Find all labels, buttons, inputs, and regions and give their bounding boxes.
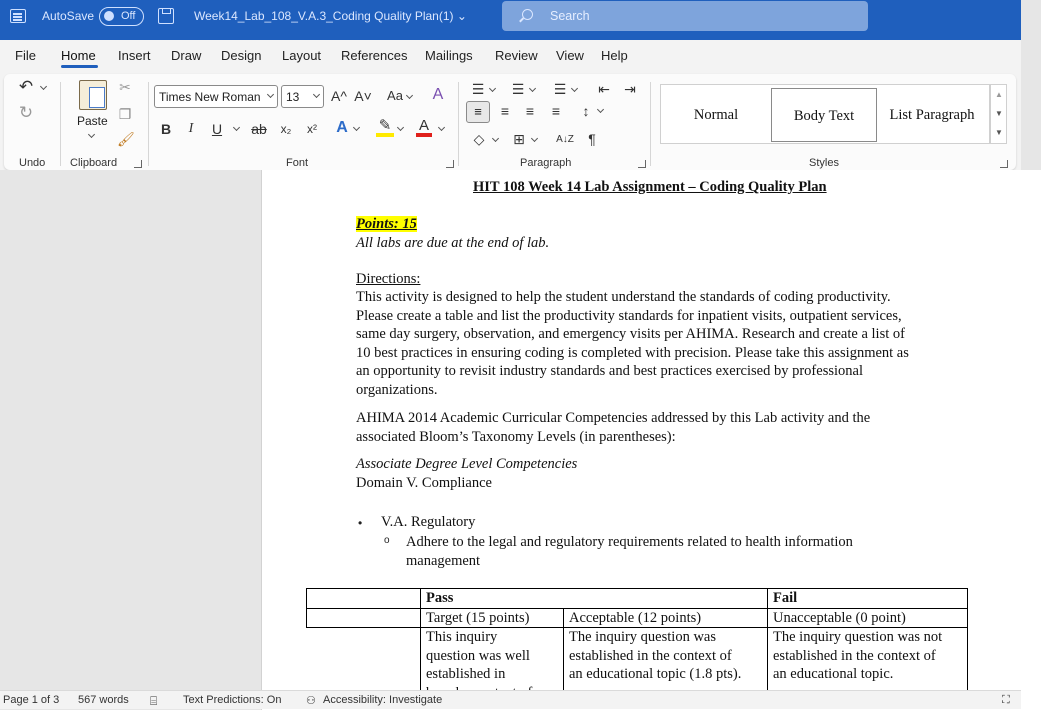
highlight-icon[interactable]: ✎ xyxy=(376,119,394,137)
paragraph-group-label: Paragraph xyxy=(520,157,572,169)
cell-line: The inquiry question was not xyxy=(773,629,943,645)
table-header-pass[interactable]: Pass xyxy=(421,589,768,609)
paste-icon[interactable] xyxy=(79,80,107,110)
tab-help[interactable]: Help xyxy=(601,48,628,63)
separator xyxy=(148,82,149,166)
cut-icon[interactable]: ✂ xyxy=(119,79,131,95)
cell-line: This inquiry xyxy=(426,629,498,645)
underline-button[interactable]: U xyxy=(211,121,223,137)
style-body-text[interactable]: Body Text xyxy=(771,88,877,142)
table-header-fail[interactable]: Fail xyxy=(768,589,968,609)
due-line: All labs are due at the end of lab. xyxy=(356,235,550,251)
directions-line: This activity is designed to help the student understand the standards of coding productivity. xyxy=(356,289,891,305)
line-spacing-dropdown-icon[interactable] xyxy=(597,106,604,113)
undo-icon[interactable]: ↶ xyxy=(18,77,34,96)
sub-bullet-line: management xyxy=(406,552,481,569)
table-header-acceptable[interactable]: Acceptable (12 points) xyxy=(564,608,768,628)
page-count[interactable]: Page 1 of 3 xyxy=(3,694,60,706)
search-box[interactable] xyxy=(502,1,868,31)
table-header-unacceptable[interactable]: Unacceptable (0 point) xyxy=(768,608,968,628)
underline-dropdown-icon[interactable] xyxy=(233,124,240,131)
bullet-item: V.A. Regulatory xyxy=(381,514,476,530)
tab-review[interactable]: Review xyxy=(495,48,538,63)
table-header-target[interactable]: Target (15 points) xyxy=(421,608,564,628)
borders-dropdown-icon[interactable] xyxy=(531,135,538,142)
cell-line: question was well xyxy=(426,647,530,664)
clipboard-group-label: Clipboard xyxy=(70,157,118,169)
status-bar xyxy=(0,690,1021,709)
styles-gallery xyxy=(660,84,990,144)
superscript-icon[interactable]: x² xyxy=(307,122,317,136)
italic-button[interactable]: I xyxy=(188,121,194,136)
directions-text xyxy=(356,288,909,399)
directions-line: an opportunity to revisit industry standards and best practices exercised by professional xyxy=(356,363,863,379)
separator xyxy=(60,82,61,166)
grow-font-icon[interactable]: A^ xyxy=(331,88,347,104)
shrink-font-icon[interactable]: A˅ xyxy=(354,88,372,104)
paste-label[interactable]: Paste xyxy=(77,114,108,128)
pilcrow-icon[interactable]: ¶ xyxy=(588,131,596,147)
align-right-icon[interactable]: ≡ xyxy=(525,103,535,119)
separator xyxy=(458,82,459,166)
styles-group-label: Styles xyxy=(809,157,839,169)
clipboard-launcher-icon[interactable] xyxy=(134,160,142,168)
cell-line: an educational topic (1.8 pts). xyxy=(569,666,742,682)
autosave-state: Off xyxy=(121,10,136,22)
cell-line: established in the context of xyxy=(773,647,936,664)
tab-view[interactable]: View xyxy=(556,48,584,63)
decrease-indent-icon[interactable]: ⇤ xyxy=(598,81,610,97)
cell-line: established in xyxy=(426,666,506,682)
shading-icon[interactable]: ◇ xyxy=(473,131,485,147)
redo-icon[interactable]: ↻ xyxy=(18,103,34,122)
ahima-line: associated Bloom’s Taxonomy Levels (in parentheses): xyxy=(356,428,676,445)
increase-indent-icon[interactable]: ⇥ xyxy=(624,81,636,97)
tab-mailings[interactable]: Mailings xyxy=(425,48,473,63)
tab-references[interactable]: References xyxy=(341,48,408,63)
justify-icon[interactable]: ≡ xyxy=(551,103,561,119)
word-app-icon xyxy=(10,9,26,23)
tab-layout[interactable]: Layout xyxy=(282,48,322,63)
highlight-dropdown-icon[interactable] xyxy=(397,124,404,131)
document-page[interactable] xyxy=(261,170,1041,710)
domain-line: Domain V. Compliance xyxy=(356,475,492,491)
toggle-knob xyxy=(104,11,114,21)
tab-home[interactable]: Home xyxy=(61,48,96,63)
font-name-value: Times New Roman xyxy=(159,90,261,104)
sub-bullet-line: Adhere to the legal and regulatory requirements related to health information xyxy=(406,534,853,550)
scroll-up-icon[interactable]: ▲ xyxy=(995,90,1003,99)
borders-icon[interactable]: ⊞ xyxy=(513,131,525,147)
cell-line: established in the context of xyxy=(569,647,732,664)
format-painter-icon[interactable]: 🖌 xyxy=(117,131,135,147)
autosave-toggle[interactable] xyxy=(99,7,144,26)
competency-heading: Associate Degree Level Competencies xyxy=(356,456,578,472)
tab-file[interactable]: File xyxy=(15,48,36,63)
paragraph-launcher-icon[interactable] xyxy=(638,160,646,168)
search-placeholder: Search xyxy=(550,9,590,23)
change-case-dropdown-icon[interactable] xyxy=(406,92,413,99)
text-effects-dropdown-icon[interactable] xyxy=(353,124,360,131)
cell-line: an educational topic. xyxy=(773,666,894,682)
change-case-icon[interactable]: Aa xyxy=(387,88,403,103)
accessibility-icon: ⚇ xyxy=(306,695,316,707)
active-tab-indicator xyxy=(61,65,98,68)
document-title-button[interactable] xyxy=(194,9,467,23)
title-bar xyxy=(0,0,1021,40)
directions-line: organizations. xyxy=(356,381,438,398)
autosave-label: AutoSave xyxy=(42,9,95,23)
font-color-dropdown-icon[interactable] xyxy=(438,124,445,131)
directions-line: same day surgery, observation, and emergency visits per AHIMA. Research and create a list of xyxy=(356,326,905,342)
font-name-select[interactable] xyxy=(154,85,278,108)
separator xyxy=(650,82,651,166)
subscript-icon[interactable]: x₂ xyxy=(280,122,292,136)
rubric-table xyxy=(306,588,968,703)
document-area xyxy=(0,170,1021,690)
directions-line: Please create a table and list the productivity standards for inpatient visits, outpatient services, xyxy=(356,307,902,324)
font-group-label: Font xyxy=(286,157,309,169)
font-launcher-icon[interactable] xyxy=(446,160,454,168)
paste-dropdown-icon[interactable] xyxy=(88,131,95,138)
numbering-icon[interactable]: ☰ xyxy=(511,81,525,97)
accessibility-status[interactable]: Accessibility: Investigate xyxy=(323,694,443,706)
shading-dropdown-icon[interactable] xyxy=(492,135,499,142)
ahima-line: AHIMA 2014 Academic Curricular Competencies addressed by this Lab activity and the xyxy=(356,410,871,426)
table-cell-empty[interactable] xyxy=(307,608,421,628)
tab-draw[interactable]: Draw xyxy=(171,48,202,63)
line-spacing-icon[interactable]: ↕ xyxy=(582,103,590,119)
clear-formatting-icon[interactable]: A xyxy=(432,86,444,103)
styles-launcher-icon[interactable] xyxy=(1000,160,1008,168)
numbering-dropdown-icon[interactable] xyxy=(529,85,536,92)
sub-bullet-circle: o xyxy=(384,535,390,546)
bullet-dot: • xyxy=(358,516,363,530)
chevron-down-icon: ⌄ xyxy=(456,9,467,23)
bullets-icon[interactable]: ☰ xyxy=(471,81,485,97)
focus-mode-icon[interactable]: ⛶ xyxy=(1002,694,1010,706)
ahima-text xyxy=(356,409,870,446)
tab-insert[interactable]: Insert xyxy=(118,48,151,63)
align-center-icon[interactable]: ≡ xyxy=(500,103,510,119)
points-text: Points: 15 xyxy=(356,216,417,232)
document-heading: HIT 108 Week 14 Lab Assignment – Coding Quality Plan xyxy=(473,179,827,195)
multilevel-dropdown-icon[interactable] xyxy=(571,85,578,92)
undo-dropdown-icon[interactable] xyxy=(40,83,47,90)
bullets-dropdown-icon[interactable] xyxy=(489,85,496,92)
style-normal[interactable]: Normal xyxy=(693,107,739,123)
word-count[interactable]: 567 words xyxy=(78,694,129,706)
directions-heading: Directions: xyxy=(356,271,421,287)
bold-button[interactable]: B xyxy=(160,121,172,137)
styles-scroll xyxy=(990,84,1007,144)
sub-bullet-item xyxy=(406,533,853,570)
style-list-paragraph[interactable]: List Paragraph xyxy=(889,107,975,123)
multilevel-list-icon[interactable]: ☰ xyxy=(553,81,567,97)
sort-icon[interactable]: A↓Z xyxy=(556,134,574,145)
font-color-icon[interactable]: A xyxy=(416,118,432,137)
points-line xyxy=(356,215,417,234)
proofing-icon[interactable]: ⌸ xyxy=(150,694,158,708)
cell-line: The inquiry question was xyxy=(569,629,716,645)
text-predictions[interactable]: Text Predictions: On xyxy=(183,694,282,706)
styles-more-icon[interactable]: ▼ xyxy=(995,128,1003,137)
directions-line: 10 best practices in ensuring coding is completed with precision. Please take this assignment as xyxy=(356,344,909,361)
align-left-icon: ≡ xyxy=(474,104,482,119)
save-icon[interactable] xyxy=(158,8,174,24)
text-effects-icon[interactable]: A xyxy=(336,119,348,136)
document-title: Week14_Lab_108_V.A.3_Coding Quality Plan(1) xyxy=(194,9,454,23)
ribbon-panel xyxy=(4,74,1016,170)
menu-bar xyxy=(0,40,1021,70)
font-size-value: 13 xyxy=(286,90,300,104)
copy-icon[interactable]: ❐ xyxy=(118,106,132,122)
search-icon xyxy=(522,9,533,20)
strikethrough-button[interactable]: ab xyxy=(251,121,267,137)
table-cell-empty[interactable] xyxy=(307,589,421,609)
undo-group-label: Undo xyxy=(19,157,46,169)
tab-design[interactable]: Design xyxy=(221,48,262,63)
scroll-down-icon[interactable]: ▼ xyxy=(995,109,1003,118)
ribbon xyxy=(0,70,1021,170)
align-left-button[interactable] xyxy=(466,101,490,123)
